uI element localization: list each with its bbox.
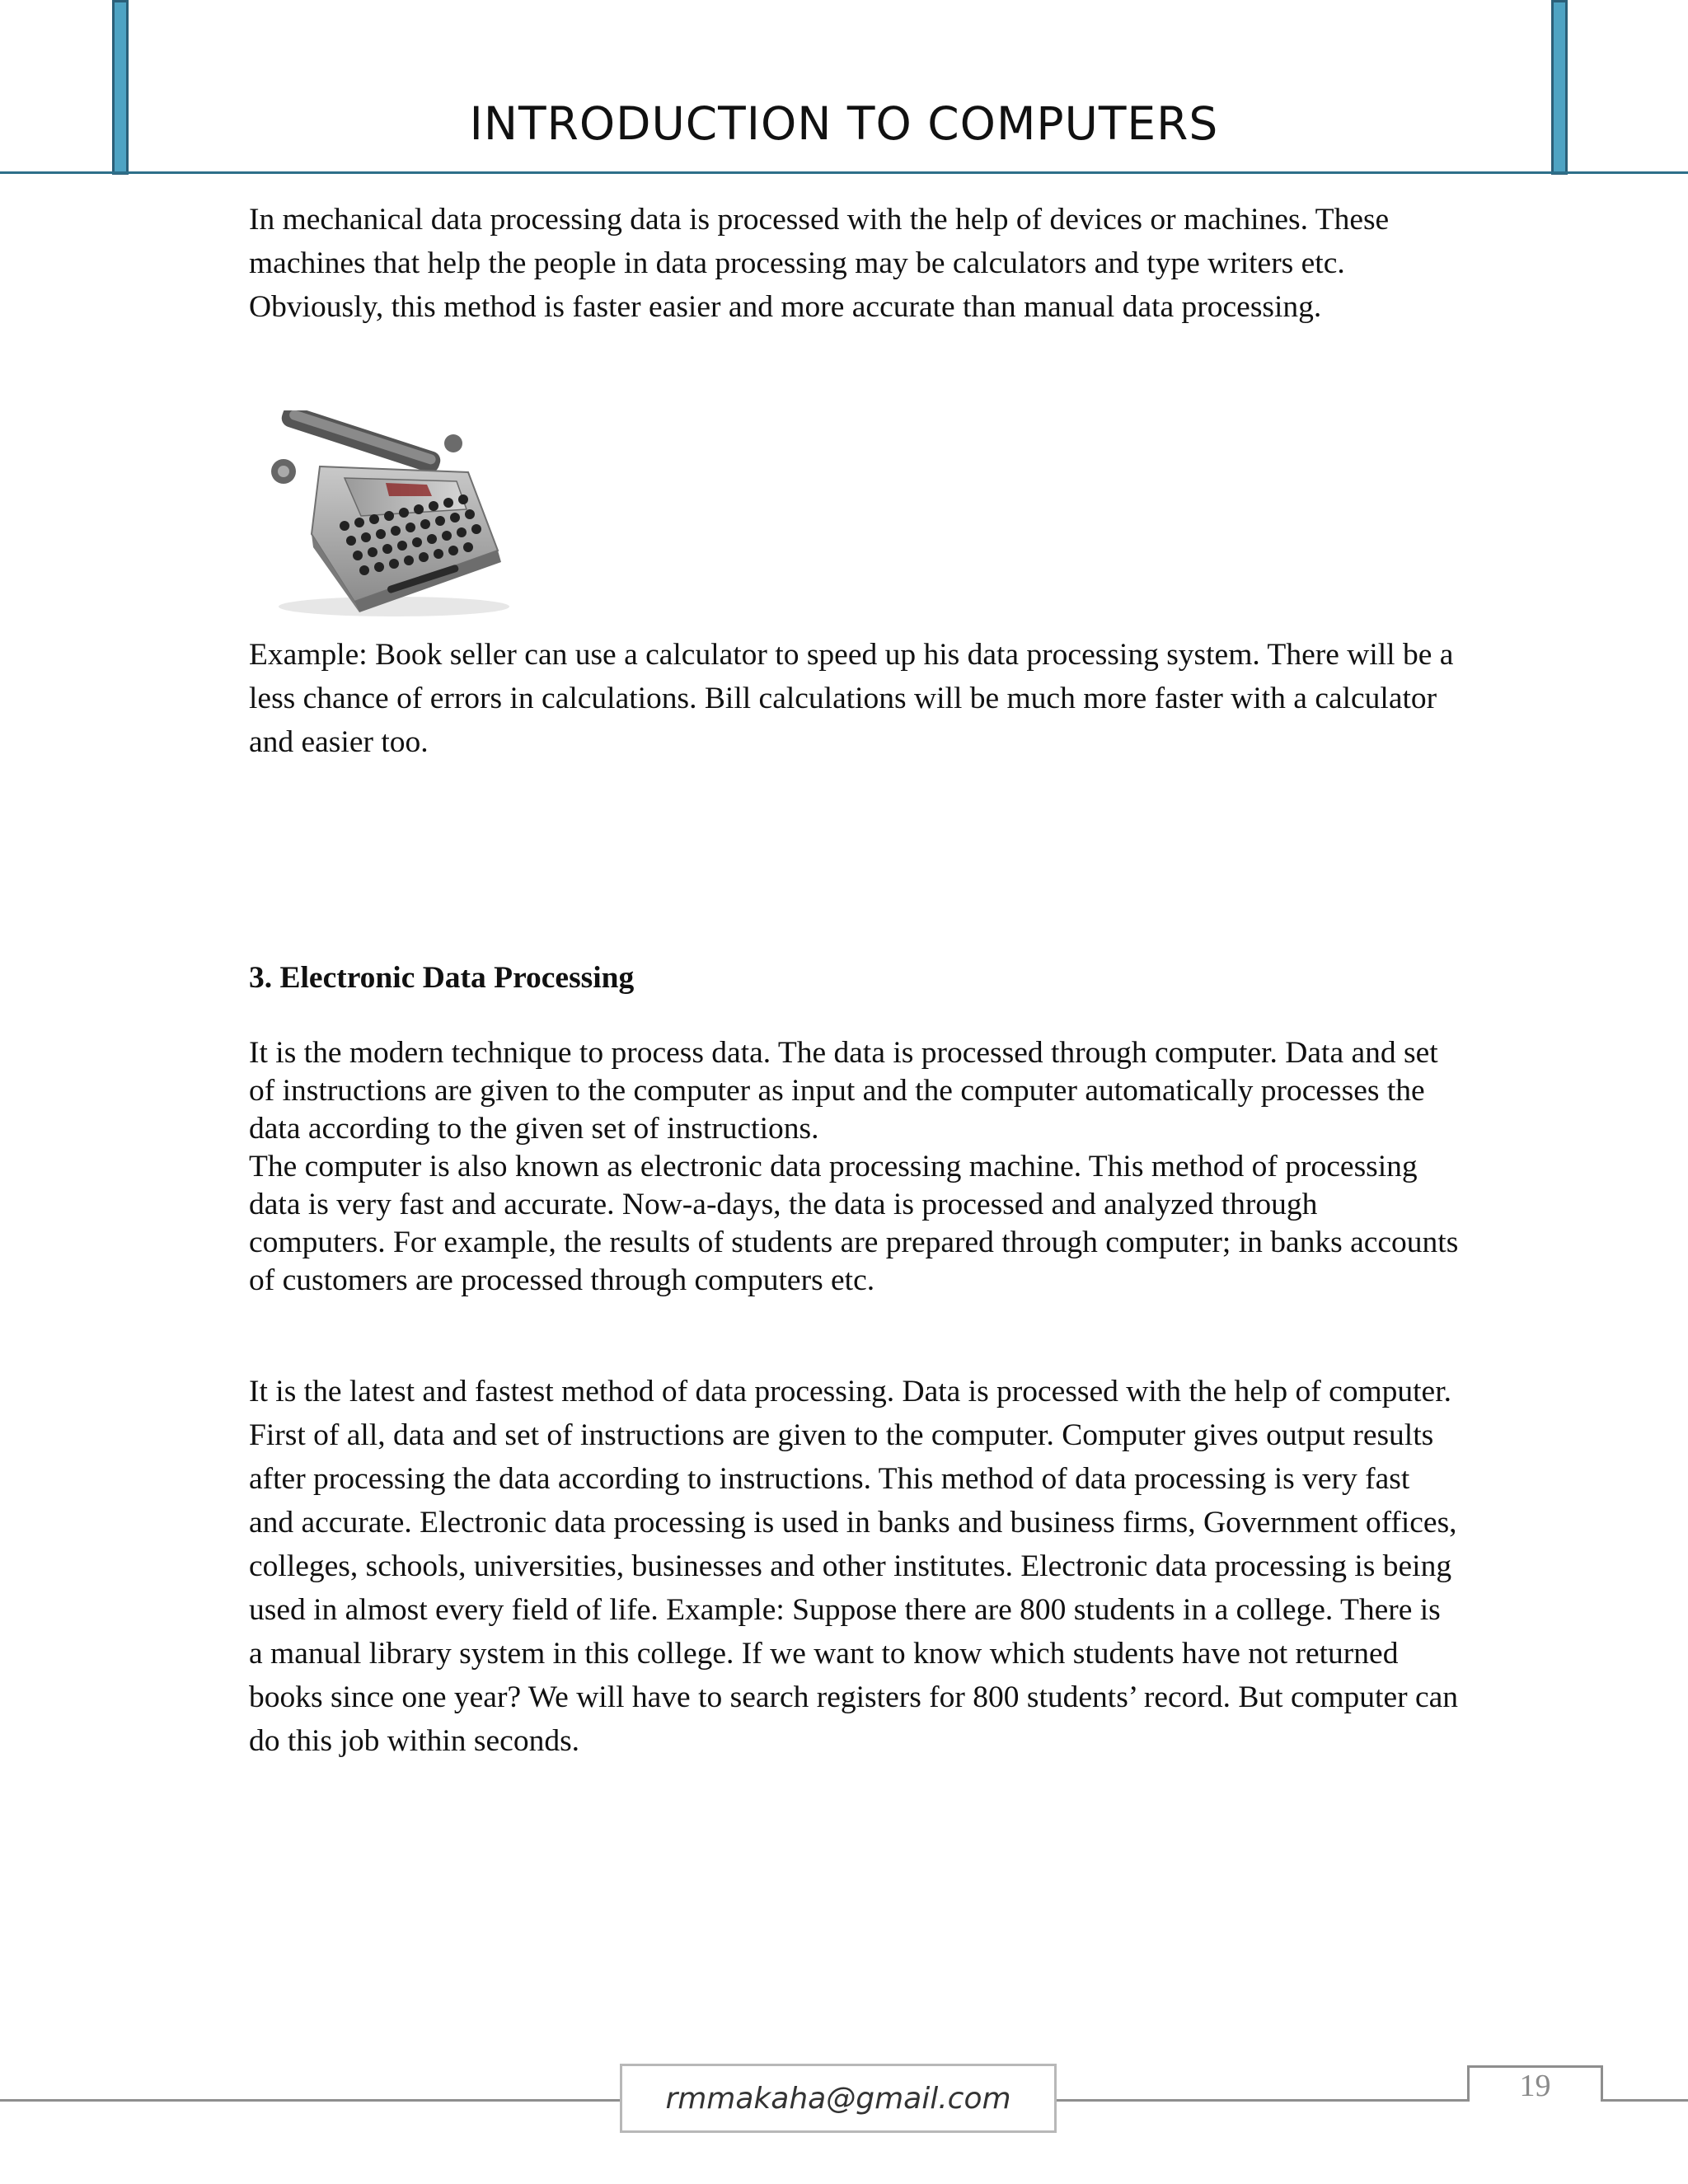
- paragraph-electronic-1a: It is the modern technique to process data. The data is processed through computer. Data and set of instructions are given to the computer as input and the computer automatically processes the data according to the given set of instructions.: [249, 1036, 1438, 1146]
- footer-rule-right: [1603, 2099, 1688, 2102]
- page-number: 19: [1467, 2065, 1603, 2102]
- typewriter-image: [262, 410, 518, 621]
- paragraph-electronic-intro: [249, 1034, 1461, 1300]
- footer-email: rmmakaha@gmail.com: [620, 2064, 1057, 2133]
- header-rule: [0, 171, 1688, 174]
- paragraph-electronic-1b: The computer is also known as electronic data processing machine. This method of processing data is very fast and accurate. Now-a-days, the data is processed and analyzed through computers. For example, the results of students are prepared through computer; in banks accounts of customers are processed through computers etc.: [249, 1150, 1459, 1297]
- page-title: INTRODUCTION TO COMPUTERS: [469, 97, 1219, 150]
- paragraph-electronic-detail: It is the latest and fastest method of data processing. Data is processed with the help of computer. First of all, data and set of instructions are given to the computer. Computer gives output results after processing the data according to instructions. This method of data processing is very fast and accurate. Electronic data processing is used in banks and business firms, Government offices, colleges, schools, universities, businesses and other institutes. Electronic data processing is being used in almost every field of life. Example: Suppose there are 800 students in a college. There is a manual library system in this college. If we want to know which students have not returned books since one year? We will have to search registers for 800 students’ record. But computer can do this job within seconds.: [249, 1375, 1458, 1758]
- section-heading: 3. Electronic Data Processing: [249, 961, 635, 995]
- footer-rule-middle: [1057, 2099, 1467, 2102]
- paragraph-mechanical: In mechanical data processing data is processed with the help of devices or machines. These machines that help the people in data processing may be calculators and type writers etc. Obviously, this method is faster easier and more accurate than manual data processing.: [249, 203, 1390, 324]
- paragraph-example: Example: Book seller can use a calculator to speed up his data processing system. There will be a less chance of errors in calculations. Bill calculations will be much more faster with a calculator and easier too.: [249, 638, 1454, 759]
- footer-rule-left: [0, 2099, 620, 2102]
